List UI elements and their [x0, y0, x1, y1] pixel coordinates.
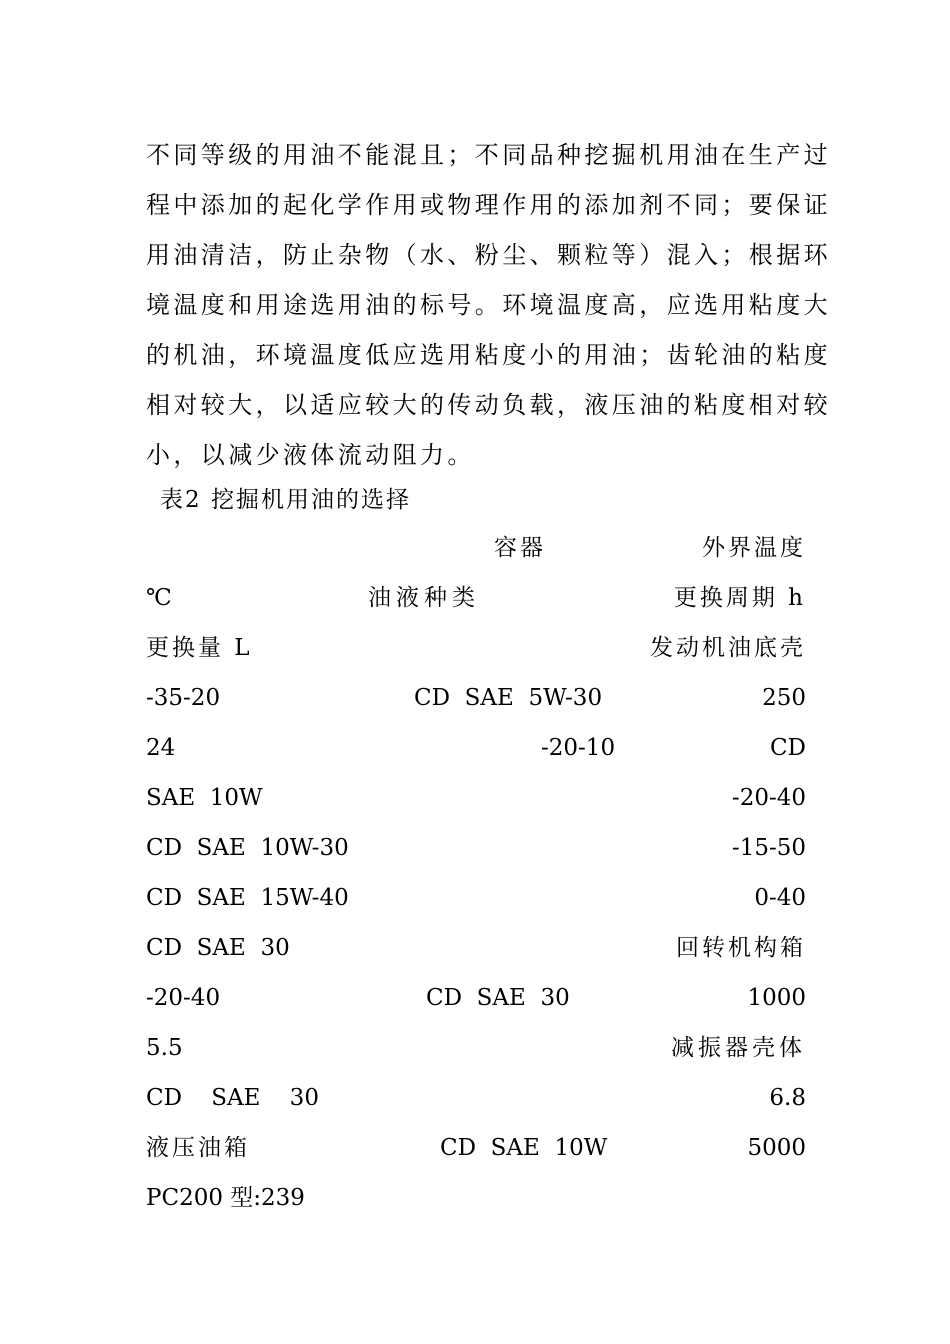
table-cell-right: 发动机油底壳 [650, 635, 806, 661]
paragraph-line: 用油清洁，防止杂物（水、粉尘、颗粒等）混入；根据环 [146, 241, 831, 269]
table-cell-mid: 容器 [494, 535, 546, 561]
table-row [146, 528, 806, 568]
table-cell-mid: CD SAE 10W [440, 1135, 608, 1161]
table-cell-right: -15-50 [731, 835, 806, 861]
table-row [146, 928, 806, 968]
table-cell-left: 24 [146, 735, 176, 761]
table-cell-left: -20-40 [146, 985, 221, 1011]
paragraph-line: 不同等级的用油不能混且；不同品种挖掘机用油在生产过 [146, 141, 831, 169]
table-row [146, 778, 806, 818]
table-cell-right: -20-40 [731, 785, 806, 811]
table-cell-right: 1000 [747, 985, 806, 1011]
paragraph-line: 小，以减少液体流动阻力。 [146, 441, 475, 469]
table-row [146, 1028, 806, 1068]
table-row [146, 978, 806, 1018]
table-cell-left: ℃ [146, 585, 172, 611]
table-cell-left: CD SAE 15W-40 [146, 885, 349, 911]
table-cell-right: 6.8 [769, 1085, 806, 1111]
table-row [146, 828, 806, 868]
table-cell-right: 回转机构箱 [676, 935, 806, 961]
paragraph-line: 程中添加的起化学作用或物理作用的添加剂不同；要保证 [146, 191, 831, 219]
table-caption: 表2 挖掘机用油的选择 [160, 487, 411, 513]
table-cell-left: 更换量 L [146, 635, 253, 661]
table-row [146, 728, 806, 768]
table-row [146, 1078, 806, 1118]
table-row [146, 628, 806, 668]
table-row [146, 1128, 806, 1168]
table-cell-right: 250 [762, 685, 806, 711]
paragraph-line: 的机油，环境温度低应选用粘度小的用油；齿轮油的粘度 [146, 341, 831, 369]
table-cell-mid: CD SAE 5W-30 [414, 685, 603, 711]
table-cell-left: -35-20 [146, 685, 221, 711]
table-cell-left: CD SAE 10W-30 [146, 835, 349, 861]
table-cell-right: 外界温度 [702, 535, 806, 561]
table-row [146, 678, 806, 718]
table-cell-left: 5.5 [146, 1035, 183, 1061]
table-cell-right: 0-40 [754, 885, 806, 911]
table-cell-left: 液压油箱 [146, 1135, 250, 1161]
table-cell-mid: CD SAE 30 [426, 985, 570, 1011]
paragraph-line: 境温度和用途选用油的标号。环境温度高，应选用粘度大 [146, 291, 831, 319]
body-paragraph [146, 130, 831, 480]
table-row [146, 578, 806, 618]
table-row [146, 878, 806, 918]
paragraph-line: 相对较大，以适应较大的传动负载，液压油的粘度相对较 [146, 391, 831, 419]
table-cell-mid: -20-10 [541, 735, 616, 761]
table-cell-right: 更换周期 h [673, 585, 806, 611]
table-cell-right: 减振器壳体 [671, 1035, 806, 1061]
table-cell-left: CD SAE 30 [146, 935, 290, 961]
table-row [146, 1178, 806, 1218]
table-cell-right: CD [769, 735, 806, 761]
table-cell-right: 5000 [747, 1135, 806, 1161]
table-cell-left: CD SAE 30 [146, 1085, 319, 1111]
table-cell-mid: 油液种类 [368, 585, 480, 611]
table-cell-left: PC200 型:239 [146, 1185, 305, 1211]
table-cell-left: SAE 10W [146, 785, 263, 811]
